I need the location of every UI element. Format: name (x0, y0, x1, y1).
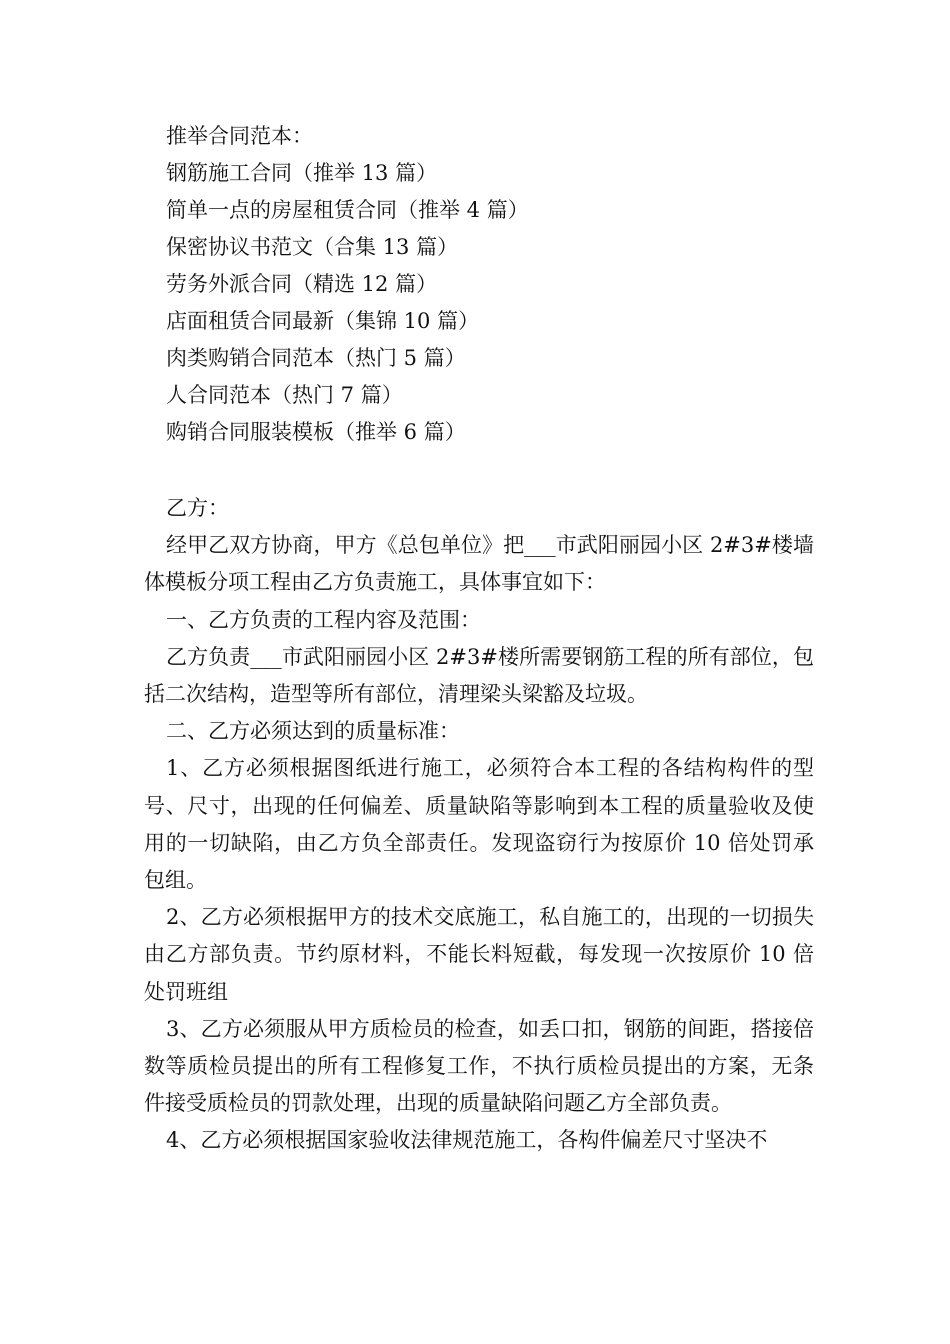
section-2-title: 二、乙方必须达到的质量标准： (166, 719, 460, 744)
recommended-item-link[interactable]: 简单一点的房屋租赁合同（推举 4 篇） (166, 198, 529, 222)
contract-body (144, 490, 814, 1160)
section-1-title: 一、乙方负责的工程内容及范围： (166, 607, 481, 632)
quality-item-1: 1、乙方必须根据图纸进行施工，必须符合本工程的各结构构件的型号、尺寸，出现的任何偏差、质量缺陷等影响到本工程的质量验收及使用的一切缺陷，由乙方负全部责任。发现盗窃行为按原价 10 倍处罚承包组。 (144, 756, 814, 893)
recommended-item-link[interactable]: 肉类购销合同范本（热门 5 篇） (166, 346, 466, 370)
recommended-item-link[interactable]: 人合同范本（热门 7 篇） (166, 383, 403, 407)
recommended-item-link[interactable]: 劳务外派合同（精选 12 篇） (166, 272, 438, 296)
party-b-label: 乙方： (166, 496, 229, 520)
recommended-item-link[interactable]: 购销合同服装模板（推举 6 篇） (166, 420, 466, 444)
recommended-item-link[interactable]: 钢筋施工合同（推举 13 篇） (166, 161, 438, 185)
quality-item-2: 2、乙方必须根据甲方的技术交底施工，私自施工的，出现的一切损失由乙方部负责。节约原材料，不能长料短截，每发现一次按原价 10 倍处罚班组 (144, 905, 814, 1004)
recommended-heading: 推举合同范本： (166, 124, 313, 148)
quality-item-4: 4、乙方必须根据国家验收法律规范施工，各构件偏差尺寸坚决不 (166, 1128, 768, 1153)
section-1-body: 乙方负责___市武阳丽园小区 2#3#楼所需要钢筋工程的所有部位，包括二次结构，造型等所有部位，清理梁头梁豁及垃圾。 (144, 644, 814, 707)
quality-item-3: 3、乙方必须服从甲方质检员的检查，如丢口扣，钢筋的间距，搭接倍数等质检员提出的所有工程修复工作，不执行质检员提出的方案，无条件接受质检员的罚款处理，出现的质量缺陷问题乙方全部负责。 (144, 1016, 814, 1116)
contract-intro-paragraph: 经甲乙双方协商，甲方《总包单位》把___市武阳丽园小区 2#3#楼墙体模板分项工程由乙方负责施工，具体事宜如下： (144, 533, 814, 595)
recommended-templates-list (166, 118, 846, 451)
recommended-item-link[interactable]: 店面租赁合同最新（集锦 10 篇） (166, 309, 480, 333)
recommended-item-link[interactable]: 保密协议书范文（合集 13 篇） (166, 235, 459, 259)
